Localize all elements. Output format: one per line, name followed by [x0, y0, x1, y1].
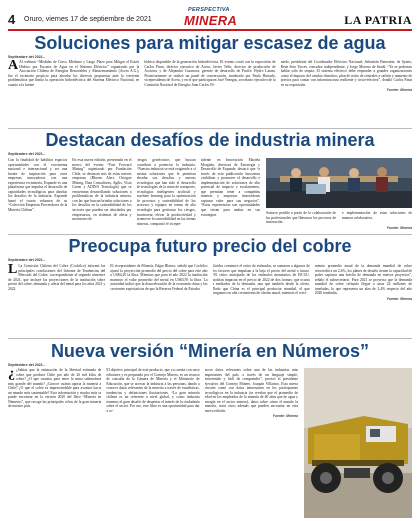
- article-divider: [8, 338, 412, 339]
- article-mining-in-numbers: [8, 342, 412, 518]
- article-dateline: Septiembre del 2021.-: [8, 257, 45, 262]
- issue-date: Oruro, viernes 17 de septiembre de 2021: [24, 16, 152, 23]
- photo-caption: e implementación de estas soluciones de manera colaborativa.: [342, 211, 412, 220]
- article-column: El vicepresidente de Minería, Edgar Blanco, señaló que Cochilco ajustó la proyección promedio del precio del cobre para este año a US$4,20 la libra. Mientras que para el año 2022 la institución mantuvo el valor promedio del metal en US$3,95 la libra. La autoridad indicó que la desaceleración de la economía china y las crecientes expectativas de que la Reserva Federal de Estados: [110, 264, 208, 291]
- article-column: Con la finalidad de habilitar espacios oportunidades con el ecosistema nacional e internacional y ser una fuente de inspiración para otras empresas innovadoras con una experiencia en minería, Expande es una plataforma que impulsa el desarrollo de capacidades tecnológicas para abordar los desafíos de la industria. Expande lanzó el cuarto volumen de su “Colección Empresas Proveedores de la Minería Chilena”.: [8, 158, 68, 213]
- article-headline: Preocupa futuro precio del cobre: [68, 237, 352, 256]
- article-divider: [8, 128, 412, 129]
- article-copper-price: [8, 237, 412, 335]
- article-column: miento promedio anual de la demanda mundial de cobre retrocedió a un 2,4%, los planes de desafío tienen la capacidad de poder capturar una brecha de demanda en nuevos proyectos”, señaló el subsecretario. Para 2021 se proyecta que la demanda mundial de cobre refinado llegue a unas 24 millones de toneladas, lo que representa un alza de 2,4% respecto del año 2020 toneladas. Fuente: Minería: [314, 264, 412, 301]
- section-kicker: PERSPECTIVA: [188, 7, 230, 13]
- article-credit: Fuente: Minería: [386, 226, 412, 230]
- article-column: En esta nueva edición, presentada en el marco del evento “Fast Forward Mining” organizado por Fundación Chile, se destacan seis de estas nuevas empresas (Bloom Alert, Ortogon Mining, Data Consultores, Agilis, Vista Green y ADINA Tecnología) que se encuentran desarrollando soluciones a problemáticas de la industria minera, con las que buscan brindar soluciones a los desafíos en la sostenibilidad de los sectores que pueden ser abordados por empresarios, en sistemas de alerta y monitoreo de: [72, 158, 132, 222]
- article-column: El objetivo principal de este producto, que ya cuenta con once ediciones y es preparado por el Consejo Minero, es un recurso de consulta de la Cámara de Minería y el Ministerio de Educación, que se acercar la industria a las personas, dando a conocer datos relevantes de la minería a través de estadísticas, tendencias y definiciones ilustraciones. “La gran minería chilena es un referente a nivel global, y como industria tenemos el gran desafío de despertar el interés de la ciudadanía sobre el sector. Por eso, este libro es una oportunidad para dar a co-: [106, 368, 200, 413]
- article-credit: Fuente: Minería: [272, 414, 298, 419]
- article-column: medo, presidente del Coordinador Eléctrico Nacional; Sebastián Bernstein, de Synex; Rene Soto Torres, consultor independiente, y Jorge Moreno de Inodú. “Ya se podemos hablar sólo de sequía. El sistema eléctrico debe responder a grandes organizaciones como el impacto del cambio climático, plan de retiro de centrales a carbón y aumento de precios para contar con infraestructura resiliente y costo-efectiva”, detalló Carlos Finat en su exposición. Fuente: Minería: [280, 60, 412, 93]
- header-rule: [8, 29, 412, 31]
- article-dateline: Septiembre del 2021.-: [8, 362, 45, 367]
- article-headline: Destacan desafíos de industria minera: [45, 131, 375, 150]
- article-column: riesgos geotécnicos que buscan contribuir a potenciar la industria. “Nuestra industria se está exigiendo a sí misma soluciones que le permitan abordar sus desafíos y nuevas tecnologías que han sido el desarrollo de tecnologías de la mina de transporte, tecnologías inteligentes artificial y machine learning para la optimización de procesos y sostenibilidad de los procesos y equipos en temas de alta tecnología para gestionar los riesgos, monitorear, elevar la productividad y promover la sostenibilidad en las faenas mineras, compartió el vicepre-: [136, 158, 196, 226]
- article-column: ¿ ¿Sabías que la estimación de la libertad estimada de cobre que produce Chile por año de 26 mil kilos de cobre? ¿O que cuantos para tener la mina subterránea más grande del mundo? ¿Conoce cuánto aporta la minería a Chile? ¿O que el cobre es imprescindible para avanzar hacia un mundo más sustentable? Esta información y mucho más se puede encontrar en la versión 2020 del libro “Minería en Números”, que recoge las principales cifras de la gran minería de nuestro país.: [8, 368, 102, 409]
- article-dateline: Septiembre del 2021.-: [8, 54, 45, 59]
- article-divider: [8, 234, 412, 235]
- article-water-scarcity: [8, 34, 412, 124]
- article-column: hídrica disponible de la generación hidroeléctrica. El evento contó con la exposición de Carlos Finat, director ejecutivo de Acera; Javier Tello, director de producción de Acciona, y de Alejandro Casanova, gerente de desarrollo de Pacific Hydro Latam. Posteriormente se realizó un panel de conversación, moderado por Paula Hurtado, vicepresidenta de Acera, y en el que participaron José Venegas, secretario ejecutivo de la Comisión Nacional de Energía; Juan Carlos Ol-: [144, 60, 276, 87]
- article-mining-challenges: [8, 131, 412, 231]
- article-credit: Fuente: Minería: [386, 88, 412, 93]
- page-number: 4: [8, 12, 16, 27]
- article-column: Unidos comience el retiro de estímulos, se sumaron a algunos de los factores que impulsan a la baja el precio del metal a futuro. “El retiro anticipado de los estímulos monetarios de EE.UU. podrían impactar en el precio de 2022 de dos formas: que ocurra a mediados de la demanda, una que también desde la oferta. Dado que China es el principal productor mundial, el que tengamos en alta crecimiento de ofertas anual, mientras el creci-: [212, 264, 310, 296]
- article-dateline: Septiembre del 2021.-: [8, 151, 45, 156]
- article-headline: Nueva versión “Minería en Números”: [50, 342, 370, 361]
- section-title: MINERA: [184, 13, 238, 28]
- photo-caption: Sostuvo posible a partir de la colaboración de las profesionales que liberaron los procesos de innovación.: [266, 211, 336, 224]
- mining-meeting-photo: [266, 158, 412, 208]
- article-column: L La Comisión Chilena del Cobre (Cochilco) informó las principales conclusiones del Informe de Tendencias del Mercado del Cobre, correspondiente al segundo trimestre de 2021, que incluye las proyecciones de la institución sobre precio del cobre, demanda y oferta del metal para los años 2021 y 2022.: [8, 264, 106, 291]
- mining-truck-photo: [304, 368, 412, 518]
- article-headline: Soluciones para mitigar escasez de agua: [34, 34, 386, 53]
- page-header: [0, 0, 420, 30]
- article-column: sidente en Innovación Mariela Morgado, directora de Estrategia y Desarrollo de Expande, destacó que “a través de esta publicación buscamos visibilizar y promover el desarrollo e implementación de soluciones de alto potencial de impacto y escalamiento, que permitan tener a compañías mineras y empresas innovadoras capturar valor para sus negocios”. “Estas experiencias son oportunidades que sirvan para ambas en sus estrategias: [200, 158, 260, 217]
- article-column: A Al webinar “Medidas de Corto, Mediano y Largo Plazo para Mitigar el Estrés Hídrico por Escasez de Agua en el Sistema Eléctrico” organizado por la Asociación Chilena de Energías Renovables y Almacenamiento (Acera A.G.), fue el escenario propicio para abordar los diversos propuestas ante la creciente problemática que limita la operación hidroeléctrica del Sistema Eléctrico Nacional, en cuanto a la fuente: [8, 60, 140, 87]
- article-credit: Fuente: Minería: [386, 296, 412, 301]
- article-column: nocer datos relevantes sobre una de las industrias más importantes del país, a través de un lenguaje simple, entretenido y fácil de comprender”, precisó el presidente ejecutivo del Consejo Minero, Joaquín Villarino. Esta nueva versión contó con datos interesantes en los participantes tecnológicos en la industria (se revelan que el promedio de edad en los empleados de la minería de 40 años que de agua y energía en el sector minero), datos sobre cómo el mundo la minería, estos otros además que pueden encontrar en esta nueva edición. Fuente: Minería: [204, 368, 298, 419]
- newspaper-name: LA PATRIA: [344, 13, 412, 27]
